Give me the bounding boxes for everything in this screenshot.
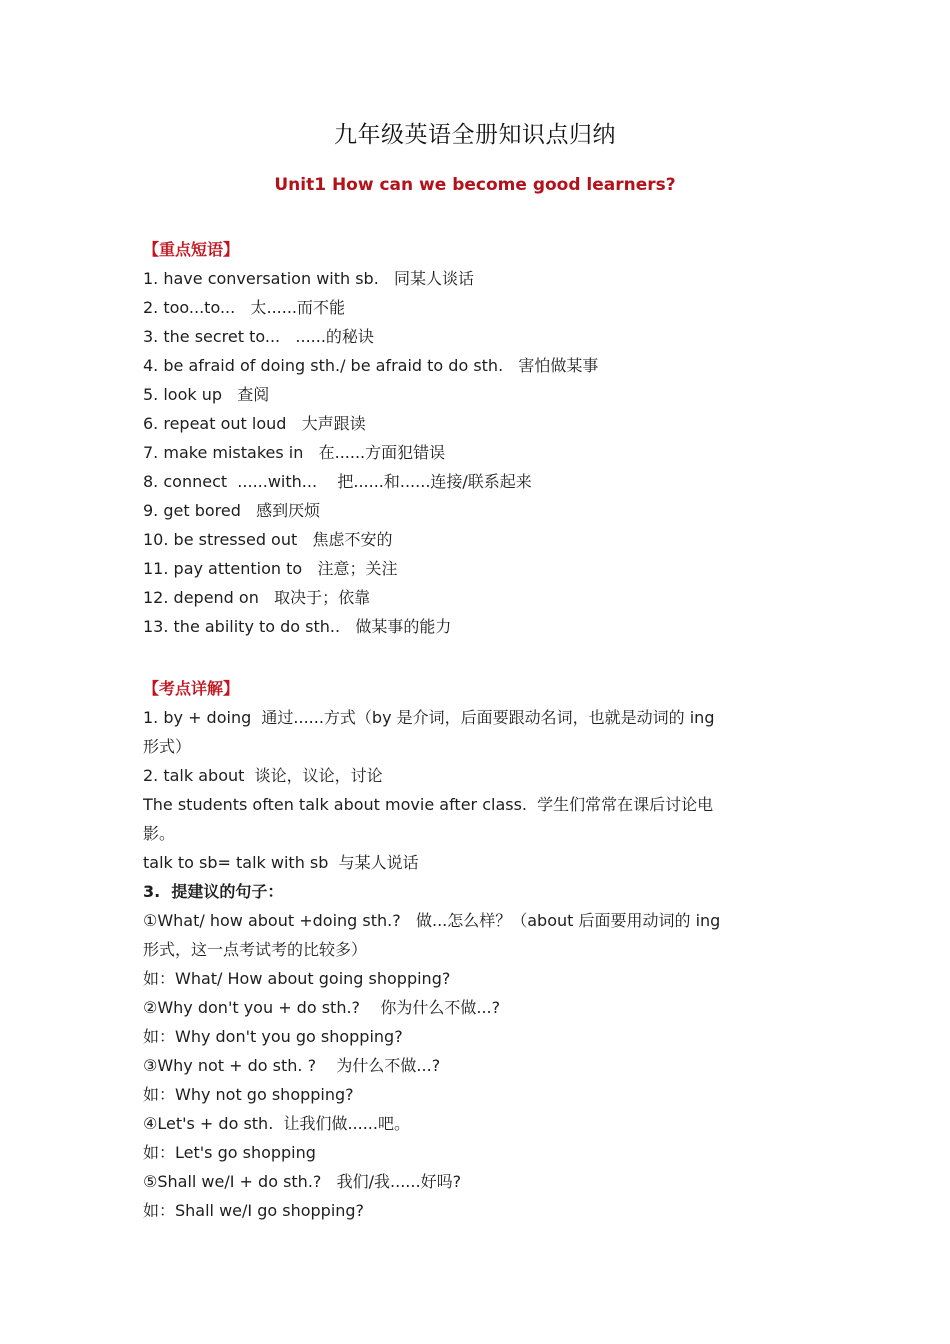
explain-line: ①What/ how about +doing sth.? 做...怎么样？（about 后面要用动词的 ing bbox=[143, 911, 721, 930]
key-phrases-heading: 【重点短语】 bbox=[143, 240, 240, 259]
suggestion-subheading: 3. 提建议的句子： bbox=[143, 882, 284, 901]
phrase-item: 4. be afraid of doing sth./ be afraid to do sth. 害怕做某事 bbox=[143, 356, 599, 375]
explain-line: talk to sb= talk with sb 与某人说话 bbox=[143, 853, 419, 872]
example-line: 如：Shall we/I go shopping? bbox=[143, 1201, 365, 1220]
explain-line: 形式，这一点考试考的比较多） bbox=[143, 940, 368, 959]
phrase-item: 12. depend on 取决于；依靠 bbox=[143, 588, 371, 607]
exam-points-heading: 【考点详解】 bbox=[143, 679, 240, 698]
document-title: 九年级英语全册知识点归纳 bbox=[334, 122, 616, 148]
example-line: 如：Why not go shopping? bbox=[143, 1085, 354, 1104]
example-line: 如：Why don't you go shopping? bbox=[143, 1027, 403, 1046]
phrase-item: 10. be stressed out 焦虑不安的 bbox=[143, 530, 393, 549]
phrase-item: 2. too...to... 太......而不能 bbox=[143, 298, 345, 317]
phrase-item: 1. have conversation with sb. 同某人谈话 bbox=[143, 269, 475, 288]
explain-line: The students often talk about movie after class. 学生们常常在课后讨论电 bbox=[143, 795, 714, 814]
phrase-item: 6. repeat out loud 大声跟读 bbox=[143, 414, 366, 433]
phrase-item: 9. get bored 感到厌烦 bbox=[143, 501, 321, 520]
phrase-item: 13. the ability to do sth.. 做某事的能力 bbox=[143, 617, 452, 636]
explain-line: 形式） bbox=[143, 737, 192, 756]
example-line: 如：Let's go shopping bbox=[143, 1143, 316, 1162]
phrase-item: 3. the secret to... ......的秘诀 bbox=[143, 327, 374, 346]
example-line: 如：What/ How about going shopping? bbox=[143, 969, 451, 988]
exam-points-body bbox=[143, 703, 808, 1225]
explain-line: 影。 bbox=[143, 824, 176, 843]
phrase-item: 8. connect ......with... 把......和......连接/联系起来 bbox=[143, 472, 532, 491]
explain-line: ⑤Shall we/I + do sth.? 我们/我......好吗? bbox=[143, 1172, 462, 1191]
section-gap bbox=[143, 641, 808, 674]
phrase-item: 5. look up 查阅 bbox=[143, 385, 270, 404]
document-body bbox=[143, 235, 808, 1225]
explain-line: 1. by + doing 通过......方式（by 是介词，后面要跟动名词，也就是动词的 ing bbox=[143, 708, 715, 727]
phrase-item: 11. pay attention to 注意；关注 bbox=[143, 559, 398, 578]
explain-line: ③Why not + do sth. ? 为什么不做...? bbox=[143, 1056, 441, 1075]
explain-line: ②Why don't you + do sth.? 你为什么不做...? bbox=[143, 998, 501, 1017]
phrase-list bbox=[143, 264, 808, 641]
explain-line: ④Let's + do sth. 让我们做......吧。 bbox=[143, 1114, 410, 1133]
unit-title: Unit1 How can we become good learners? bbox=[274, 175, 676, 195]
explain-line: 2. talk about 谈论，议论，讨论 bbox=[143, 766, 383, 785]
phrase-item: 7. make mistakes in 在......方面犯错误 bbox=[143, 443, 446, 462]
